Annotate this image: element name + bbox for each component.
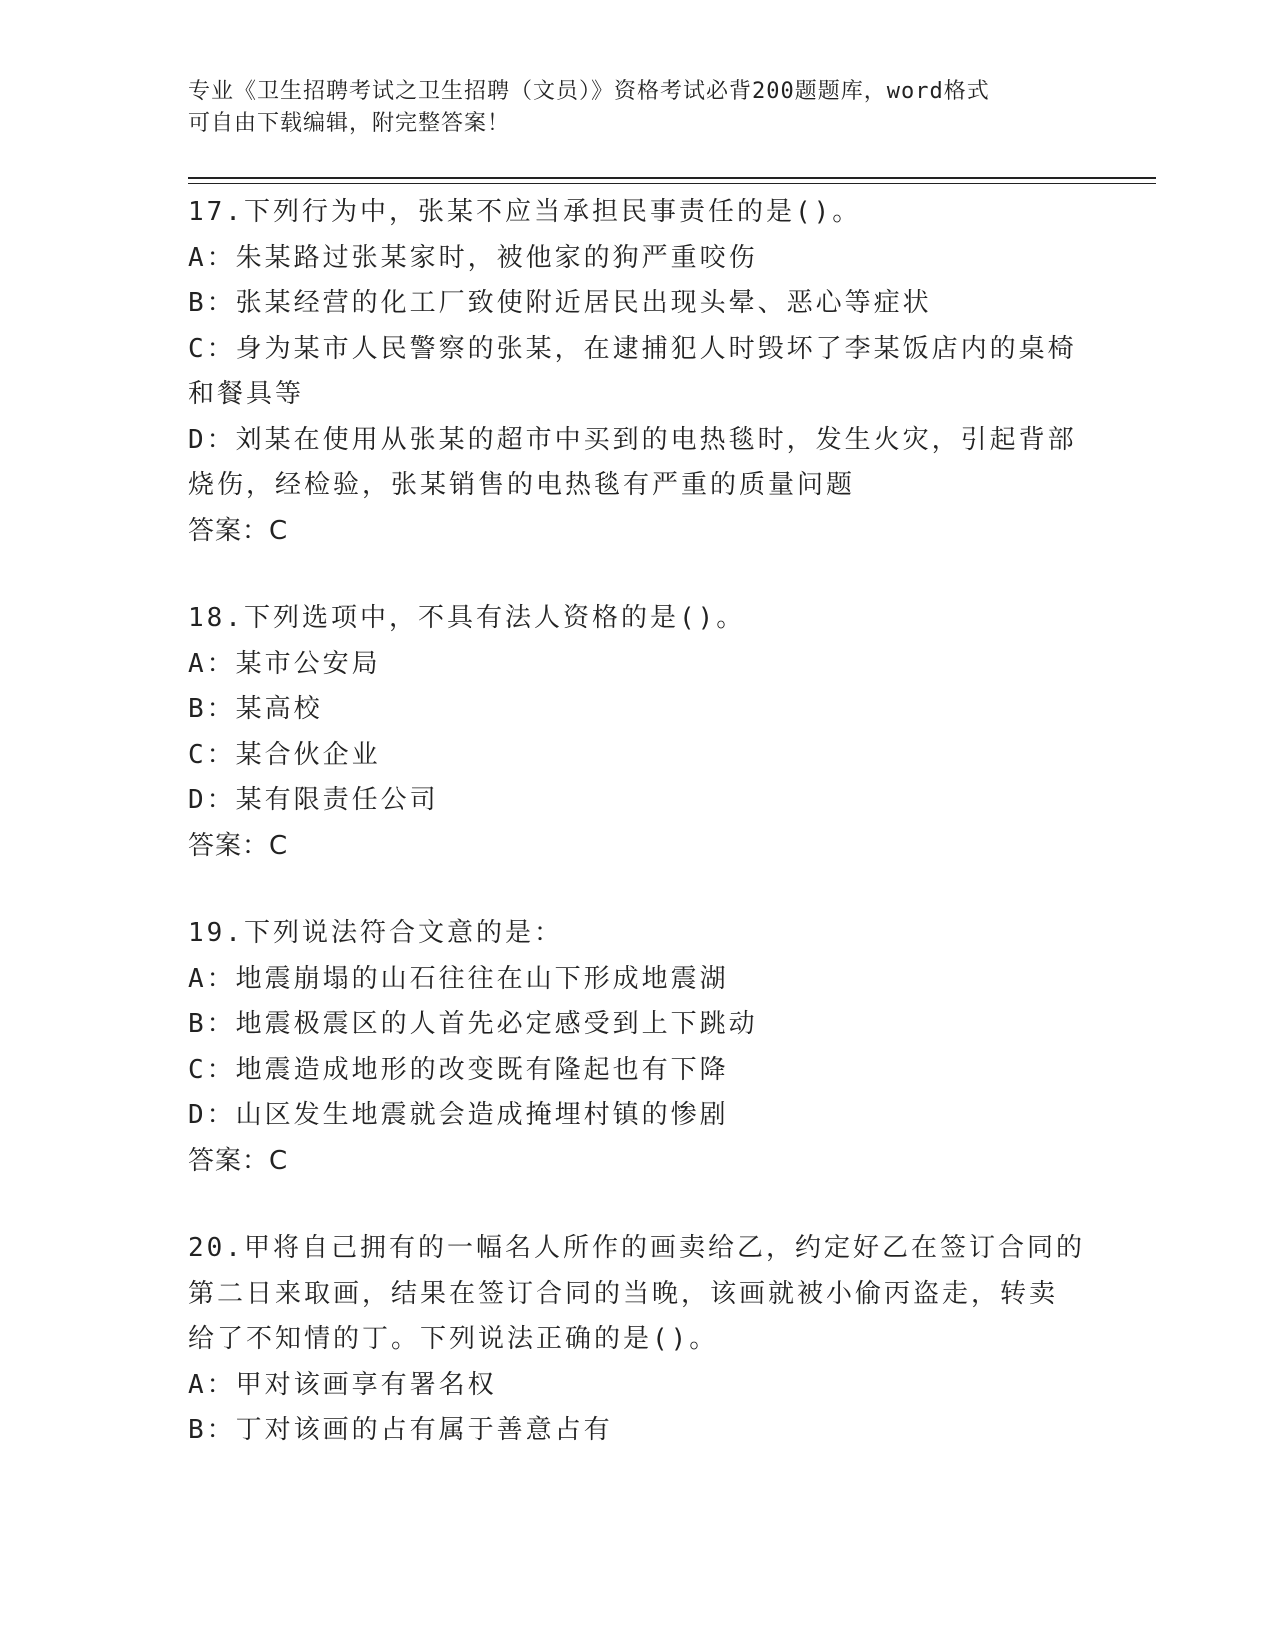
- answer-label: 答案：C: [188, 830, 289, 861]
- option-a: A：地震崩塌的山石往往在山下形成地震湖: [188, 963, 729, 994]
- option-d: D：山区发生地震就会造成掩埋村镇的惨剧: [188, 1100, 729, 1130]
- question-stem: 17.下列行为中，张某不应当承担民事责任的是()。: [188, 197, 862, 227]
- question-18: [188, 596, 1088, 869]
- question-list: [188, 190, 1088, 1496]
- option-b: B：张某经营的化工厂致使附近居民出现头晕、恶心等症状: [188, 288, 932, 318]
- answer-label: 答案：C: [188, 515, 289, 546]
- option-b: B：丁对该画的占有属于善意占有: [188, 1415, 613, 1445]
- option-d: D：某有限责任公司: [188, 785, 439, 815]
- header-line-2: 可自由下载编辑，附完整答案！: [188, 111, 511, 136]
- option-b: B：地震极震区的人首先必定感受到上下跳动: [188, 1009, 758, 1039]
- option-d-continued: 烧伤，经检验，张某销售的电热毯有严重的质量问题: [188, 470, 856, 500]
- question-stem: 20.甲将自己拥有的一幅名人所作的画卖给乙，约定好乙在签订合同的: [188, 1233, 1085, 1263]
- option-a: A：朱某路过张某家时，被他家的狗严重咬伤: [188, 242, 758, 273]
- answer-label: 答案：C: [188, 1145, 289, 1176]
- question-stem: 19.下列说法符合文意的是：: [188, 918, 563, 948]
- option-c-continued: 和餐具等: [188, 379, 305, 409]
- option-c: C：某合伙企业: [188, 739, 381, 770]
- option-d: D：刘某在使用从张某的超市中买到的电热毯时，发生火灾，引起背部: [188, 424, 1077, 455]
- option-a: A：甲对该画享有署名权: [188, 1369, 497, 1400]
- question-17: [188, 190, 1088, 554]
- question-stem: 18.下列选项中，不具有法人资格的是()。: [188, 603, 746, 633]
- header-rule-thin: [188, 183, 1156, 184]
- question-stem-continued: 第二日来取画，结果在签订合同的当晚，该画就被小偷丙盗走，转卖: [188, 1278, 1059, 1309]
- question-19: [188, 911, 1088, 1184]
- option-c: C：地震造成地形的改变既有隆起也有下降: [188, 1054, 729, 1085]
- option-a: A：某市公安局: [188, 648, 381, 679]
- question-stem-continued: 给了不知情的丁。下列说法正确的是()。: [188, 1324, 719, 1354]
- question-20: [188, 1226, 1088, 1454]
- header-rule-thick: [188, 177, 1156, 179]
- document-header: [188, 76, 1088, 140]
- header-line-1: 专业《卫生招聘考试之卫生招聘（文员）》资格考试必背200题题库，word格式: [188, 79, 990, 104]
- option-c: C：身为某市人民警察的张某，在逮捕犯人时毁坏了李某饭店内的桌椅: [188, 333, 1077, 364]
- option-b: B：某高校: [188, 694, 323, 724]
